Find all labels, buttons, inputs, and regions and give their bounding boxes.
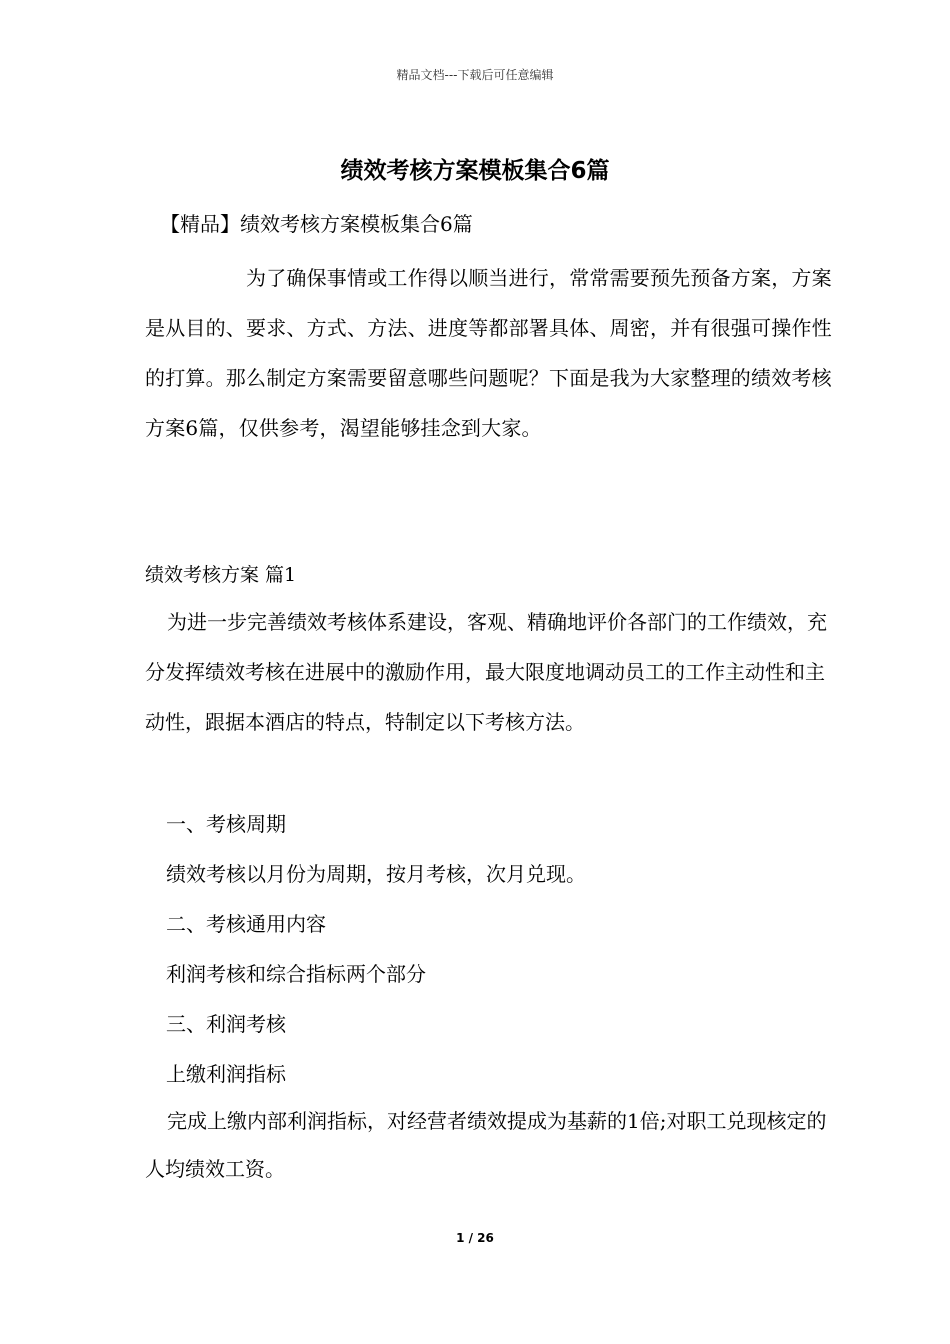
item1-heading: 一、考核周期 — [166, 812, 286, 836]
item3-heading: 三、利润考核 — [166, 1012, 286, 1036]
document-title: 绩效考核方案模板集合6篇 — [340, 158, 610, 184]
document-subtitle: 【精品】绩效考核方案模板集合6篇 — [160, 212, 473, 236]
section-heading: 绩效考核方案 篇1 — [145, 564, 297, 586]
section-paragraph: 为进一步完善绩效考核体系建设，客观、精确地评价各部门的工作绩效，充分发挥绩效考核在进展中的激励作用，最大限度地调动员工的工作主动性和主动性，跟据本酒店的特点，特制定以下考核方法。 — [145, 610, 827, 734]
intro-paragraph: 为了确保事情或工作得以顺当进行，常常需要预先预备方案，方案是从目的、要求、方式、方法、进度等都部署具体、周密，并有很强可操作性的打算。那么制定方案需要留意哪些问题呢？下面是我为大家整理的绩效考核方案6篇，仅供参考，渴望能够挂念到大家。 — [145, 266, 832, 440]
item2-heading: 二、考核通用内容 — [166, 912, 326, 936]
profit-paragraph: 完成上缴内部利润指标，对经营者绩效提成为基薪的1倍;对职工兑现核定的人均绩效工资。 — [145, 1109, 827, 1181]
item1-text: 绩效考核以月份为周期，按月考核，次月兑现。 — [166, 862, 586, 886]
item2-text: 利润考核和综合指标两个部分 — [166, 962, 426, 986]
page-number: 1 / 26 — [456, 1231, 494, 1245]
header-note: 精品文档---下载后可任意编辑 — [396, 68, 554, 82]
item3-subheading: 上缴利润指标 — [166, 1062, 286, 1086]
